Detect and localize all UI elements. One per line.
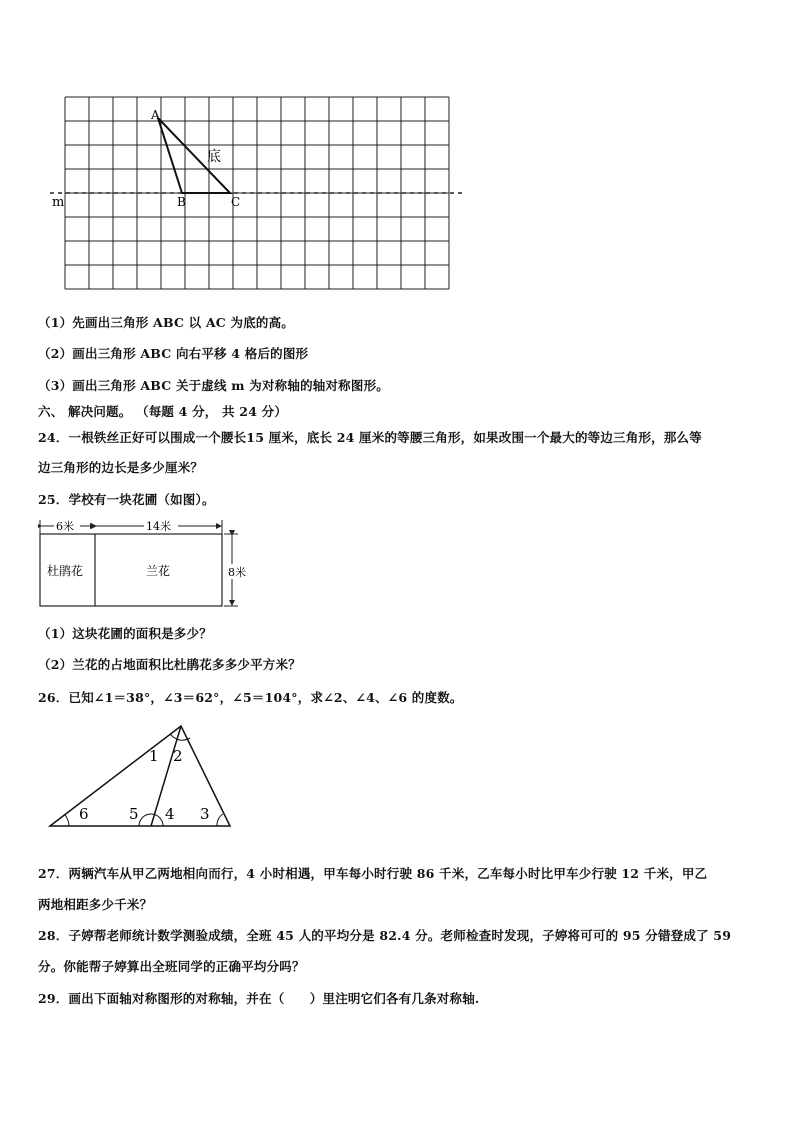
azalea-label: 杜鹃花: [47, 564, 84, 578]
q23-part3: （3）画出三角形 ABC 关于虚线 m 为对称轴的轴对称图形。: [38, 378, 389, 393]
dim-right-label: 14米: [146, 520, 171, 533]
label-axis-m: m: [52, 195, 65, 210]
angle-label-3: 3: [200, 805, 210, 823]
q25-part2: （2）兰花的占地面积比杜鹃花多多少平方米？: [38, 657, 301, 672]
q24-line1: 24．一根铁丝正好可以围成一个腰长15 厘米，底长 24 厘米的等腰三角形，如果改围一个最大的等边三角形，那么等: [38, 430, 702, 445]
angle-label-4: 4: [165, 805, 175, 823]
label-base: 底: [207, 149, 221, 165]
arc-right: [217, 814, 223, 826]
q25-intro: 25．学校有一块花圃（如图）。: [38, 492, 215, 507]
label-b: B: [177, 195, 186, 209]
flower-bed-figure: [38, 517, 248, 612]
angle-triangle-figure: [45, 718, 240, 833]
q27-line1: 27．两辆汽车从甲乙两地相向而行，4 小时相遇，甲车每小时行驶 86 千米，乙车每小时比甲车少行驶 12 千米，甲乙: [38, 866, 708, 881]
angle-label-1: 1: [149, 747, 159, 765]
label-a: A: [151, 108, 160, 122]
angle-label-6: 6: [79, 805, 89, 823]
q26-text: 26．已知∠1＝38°，∠3＝62°，∠5＝104°，求∠2、∠4、∠6 的度数。: [38, 690, 463, 705]
q25-part1: （1）这块花圃的面积是多少？: [38, 626, 212, 641]
section6-title: 六、 解决问题。 （每题 4 分， 共 24 分）: [38, 404, 288, 419]
q23-part2: （2）画出三角形 ABC 向右平移 4 格后的图形: [38, 346, 309, 361]
q24-line2: 边三角形的边长是多少厘米？: [38, 460, 204, 475]
orchid-label: 兰花: [146, 564, 171, 578]
q29-text: 29．画出下面轴对称图形的对称轴，并在（ ）里注明它们各有几条对称轴.: [38, 991, 480, 1006]
dim-height-label: 8米: [228, 566, 246, 579]
q28-line1: 28．子婷帮老师统计数学测验成绩，全班 45 人的平均分是 82.4 分。老师检查时发现，子婷将可可的 95 分错登成了 59: [38, 928, 732, 943]
angle-label-2: 2: [173, 747, 183, 765]
arc-left: [65, 815, 69, 826]
angle-label-5: 5: [129, 805, 139, 823]
grid-figure: [40, 90, 470, 295]
dim-left-label: 6米: [56, 520, 74, 533]
q28-line2: 分。你能帮子婷算出全班同学的正确平均分吗？: [38, 959, 305, 974]
q23-part1: （1）先画出三角形 ABC 以 AC 为底的高。: [38, 315, 294, 330]
q27-line2: 两地相距多少千米？: [38, 897, 153, 912]
label-c: C: [231, 195, 241, 209]
